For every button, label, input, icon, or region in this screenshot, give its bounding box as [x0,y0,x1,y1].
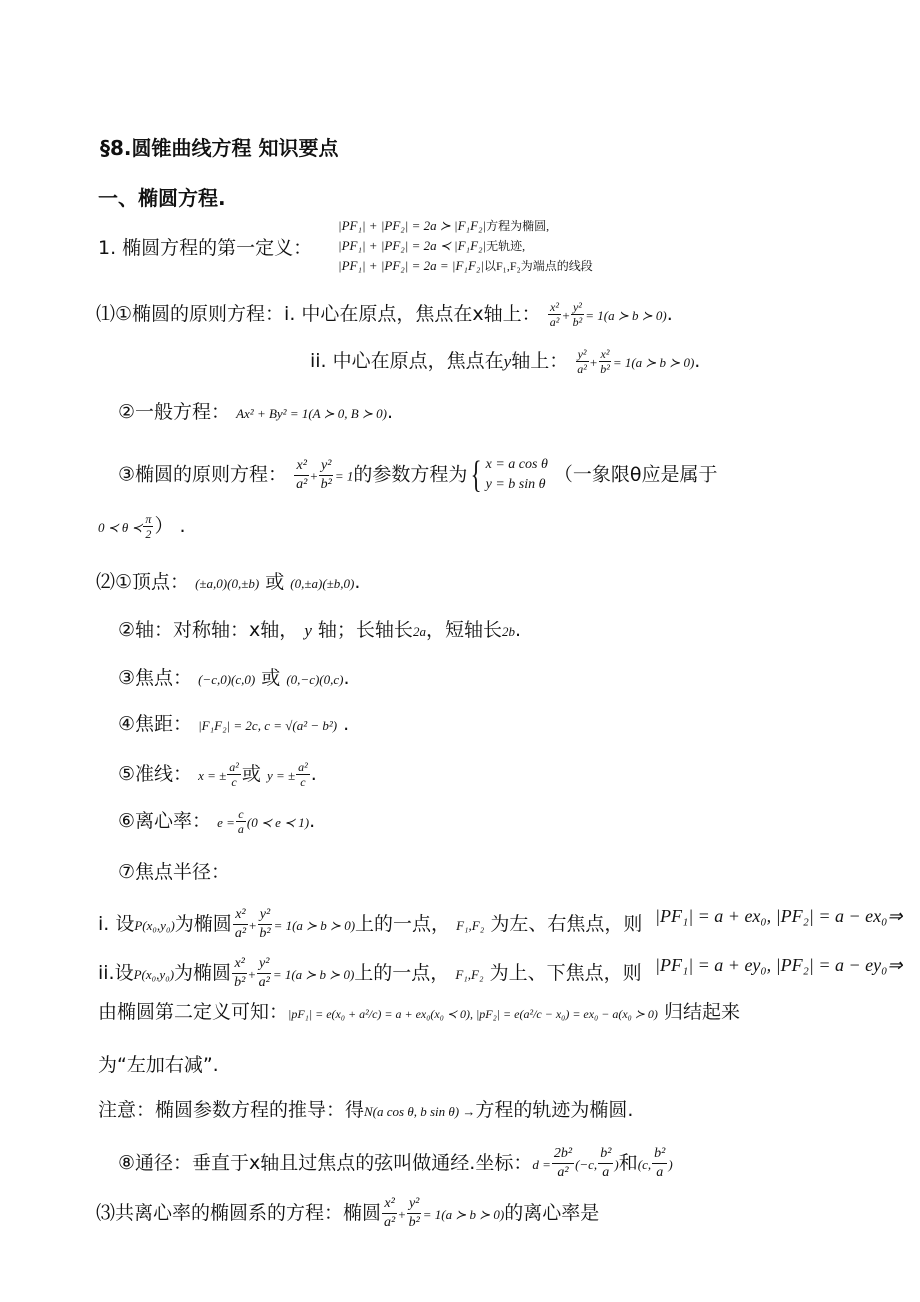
focal-radius-line-i: i. 设P(x₀,y₀)为椭圆 $\frac{\text{x²}}{\text{a²}}$ + $\frac{\text{y²}}{\text{b²}}$ = 1(a ≻ b ≻ 0)上的一点， F₁,F₂ 为左、右焦点，则 [98,907,643,941]
fraction: $\frac{\text{y²}}{\text{b²}}$ [572,300,583,329]
fraction: $\frac{\text{y²}}{\text{a²}}$ [577,347,587,376]
fraction: $\frac{\text{x²}}{\text{b²}}$ [600,347,610,376]
fraction: $\frac{c}{a}$ [237,807,244,836]
directrix-line: ⑤准线： x = ± $\frac{\text{a²}}{c}$ 或 y = ± $\frac{\text{a²}}{c}$ . [118,760,317,789]
fraction: $\frac{\text{y²}}{\text{b²}}$ [259,907,271,941]
focal-radius-line-ii: ii.设P(x₀,y₀)为椭圆 $\frac{\text{x²}}{\text{b²}}$ + $\frac{\text{y²}}{\text{a²}}$ = 1(a ≻ b ≻ 0)上的一点， F₁,F₂ 为上、下焦点，则 [98,956,642,990]
eccentricity-line: ⑥离心率： e = $\frac{c}{a}$ (0 ≺ e ≺ 1). [118,807,316,836]
fraction: $\frac{\text{a²}}{c}$ [229,760,239,789]
latus-rectum-line: ⑧通径：垂直于x轴且过焦点的弦叫做通经.坐标：d = $\frac{\text{2b²}}{\text{a²}}$ (−c, $\frac{\text{b²}}{a}$ )和(c, $\frac{\text{b²}}{a}$ ) [118,1146,673,1180]
focal-radius-formula-i: |PF₁| = a + ex₀, |PF₂| = a − ex₀⇒ [655,906,903,926]
page-title: §8.圆锥曲线方程 知识要点 [100,136,339,160]
fraction: $\frac{\text{2b²}}{\text{a²}}$ [553,1146,573,1180]
fraction: $\frac{\text{y²}}{\text{b²}}$ [408,1196,420,1230]
standard-equation-line-ii: ii. 中心在原点，焦点在y轴上： $\frac{\text{y²}}{\text{a²}}$ + $\frac{\text{x²}}{\text{b²}}$ = 1(a ≻ b ≻ 0). [310,347,701,376]
fraction: $\frac{\text{y²}}{\text{a²}}$ [258,956,270,990]
fraction: $\frac{\text{b²}}{a}$ [600,1146,612,1180]
axis-line: ②轴：对称轴：x轴， y 轴；长轴长2a，短轴长2b. [118,619,521,641]
foci-line: ③焦点： (−c,0)(c,0) 或 (0,−c)(0,c). [118,667,350,689]
note-line: 注意：椭圆参数方程的推导：得N(a cos θ, b sin θ) →方程的轨迹为椭圆. [98,1099,634,1121]
standard-equation-line-i: ⑴①椭圆的原则方程：i. 中心在原点，焦点在x轴上： $\frac{\text{x²}}{\text{a²}}$ + $\frac{\text{y²}}{\text{b²}}$ = 1(a ≻ b ≻ 0). [96,300,673,329]
parametric-system: x = a cos θ y = b sin θ [485,457,548,492]
general-equation-line: ②一般方程： Ax² + By² = 1(A ≻ 0, B ≻ 0). [118,401,393,423]
section-heading-ellipse: 一、椭圆方程. [98,186,226,210]
same-eccentricity-line: ⑶共离心率的椭圆系的方程：椭圆 $\frac{\text{x²}}{\text{a²}}$ + $\frac{\text{y²}}{\text{b²}}$ = 1(a ≻ b ≻ 0)的离心率是 [96,1196,600,1230]
first-definition-cases [338,216,593,276]
fraction: $\frac{\pi}{2}$ [145,512,152,541]
fraction: $\frac{\text{a²}}{c}$ [298,760,308,789]
definition-case: |PF₁| + |PF₂| = 2a = |F₁F₂|以F₁,F₂为端点的线段 [338,258,593,273]
focal-radius-formula-ii: |PF₁| = a + ey₀, |PF₂| = a − ey₀⇒ [655,955,903,975]
fraction: $\frac{\text{x²}}{\text{a²}}$ [234,907,247,941]
parametric-range-line: 0 ≺ θ ≺ $\frac{\pi}{2}$ ） . [98,512,186,541]
focal-distance-line: ④焦距： |F₁F₂| = 2c, c = √(a² − b²) . [118,713,350,735]
second-definition-line: 由椭圆第二定义可知：|pF₁| = e(x₀ + a²/c) = a + ex₀(x₀ ≺ 0), |pF₂| = e(a²/c − x₀) = ex₀ − a(x₀ ≻ 0) 归结起来 [98,1001,740,1023]
definition-case: |PF₁| + |PF₂| = 2a ≺ |F₁F₂|无轨迹, [338,238,526,253]
parametric-equation-line: ③椭圆的原则方程： $\frac{\text{x²}}{\text{a²}}$ + $\frac{\text{y²}}{\text{b²}}$ = 1的参数方程为{ x = a cos θ y = b sin θ （一象限θ应是属于 [118,454,718,496]
fraction: $\frac{\text{x²}}{\text{a²}}$ [384,1196,396,1230]
fraction: $\frac{\text{x²}}{\text{b²}}$ [234,956,246,990]
fraction: $\frac{\text{x²}}{\text{a²}}$ [549,300,560,329]
focal-radius-heading: ⑦焦点半径： [118,861,231,883]
fraction: $\frac{\text{y²}}{\text{b²}}$ [320,457,332,492]
fraction: $\frac{\text{x²}}{\text{a²}}$ [296,457,308,492]
first-definition-label: 1. 椭圆方程的第一定义： [98,237,313,259]
second-definition-summary: 为“左加右减”. [98,1054,219,1076]
left-brace-icon: { [471,454,482,496]
definition-case: |PF₁| + |PF₂| = 2a ≻ |F₁F₂|方程为椭圆, [338,218,550,233]
vertices-line: ⑵①顶点： (±a,0)(0,±b) 或 (0,±a)(±b,0). [96,571,361,593]
fraction: $\frac{\text{b²}}{a}$ [654,1146,666,1180]
